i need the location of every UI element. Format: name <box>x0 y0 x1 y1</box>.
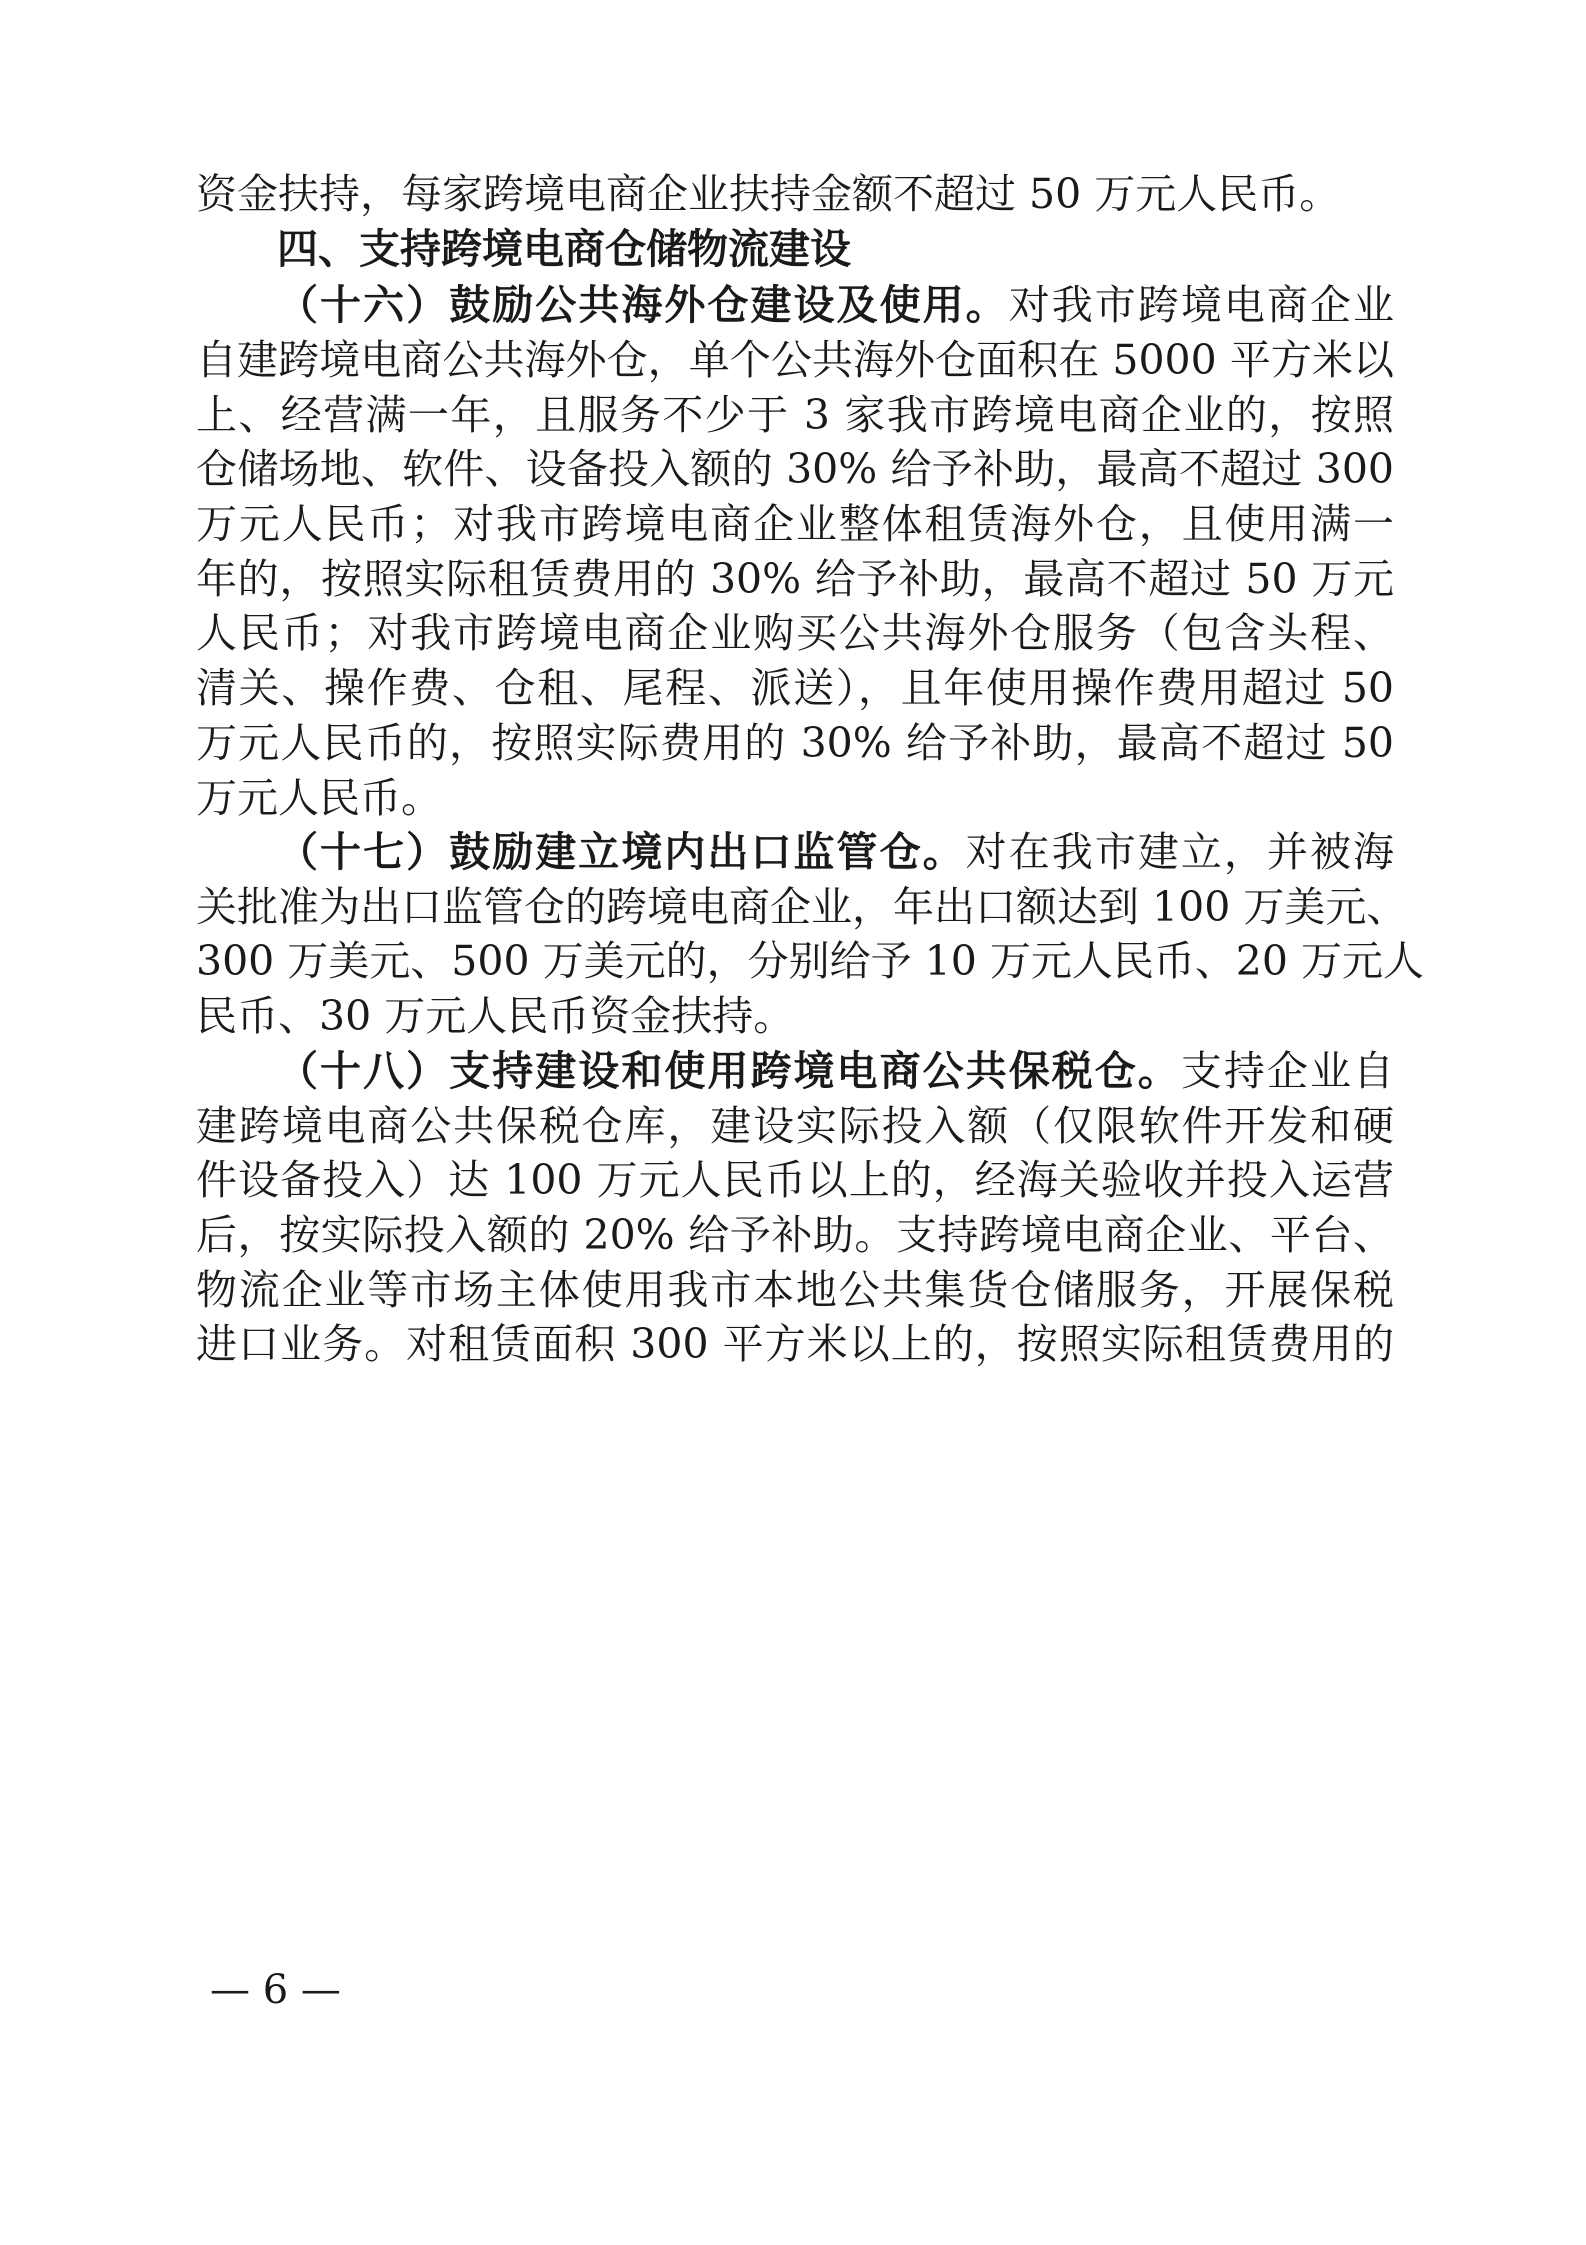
item-16-title: 鼓励公共海外仓建设及使用。 <box>449 281 1009 329</box>
paragraph-line: 人民币；对我市跨境电商企业购买公共海外仓服务（包含头程、 <box>196 609 1394 657</box>
paragraph-line: 民币、30 万元人民币资金扶持。 <box>196 992 795 1040</box>
item-17-lead: 对在我市建立，并被海 <box>965 828 1395 876</box>
item-18-first-line <box>277 1041 1394 1101</box>
paragraph-line: 建跨境电商公共保税仓库，建设实际投入额（仅限软件开发和硬 <box>196 1102 1394 1150</box>
item-17-first-line <box>277 822 1394 882</box>
paragraph-line: 件设备投入）达 100 万元人民币以上的，经海关验收并投入运营 <box>196 1156 1394 1204</box>
item-16-number: （十六） <box>277 281 450 329</box>
paragraph-line: 万元人民币的，按照实际费用的 30% 给予补助，最高不超过 50 <box>196 719 1394 767</box>
paragraph-line: 万元人民币；对我市跨境电商企业整体租赁海外仓，且使用满一 <box>196 500 1394 548</box>
paragraph-line: 资金扶持，每家跨境电商企业扶持金额不超过 50 万元人民币。 <box>196 170 1341 218</box>
paragraph-line: 清关、操作费、仓租、尾程、派送），且年使用操作费用超过 50 <box>196 664 1394 712</box>
paragraph-line: 关批准为出口监管仓的跨境电商企业，年出口额达到 100 万美元、 <box>196 883 1408 931</box>
paragraph-line: 物流企业等市场主体使用我市本地公共集货仓储服务，开展保税 <box>196 1266 1394 1314</box>
item-16-lead: 对我市跨境电商企业 <box>1008 281 1395 329</box>
paragraph-line: 万元人民币。 <box>196 774 442 822</box>
paragraph-line: 进口业务。对租赁面积 300 平方米以上的，按照实际租赁费用的 <box>196 1320 1394 1368</box>
section-heading: 四、支持跨境电商仓储物流建设 <box>277 225 851 273</box>
item-16-first-line <box>277 275 1394 335</box>
paragraph-line: 年的，按照实际租赁费用的 30% 给予补助，最高不超过 50 万元 <box>196 555 1394 603</box>
paragraph-line: 上、经营满一年，且服务不少于 3 家我市跨境电商企业的，按照 <box>196 391 1394 439</box>
item-18-title: 支持建设和使用跨境电商公共保税仓。 <box>449 1047 1181 1095</box>
page-number: — 6 — <box>210 1967 341 2013</box>
item-18-lead: 支持企业自 <box>1180 1047 1395 1095</box>
item-17-number: （十七） <box>277 828 450 876</box>
paragraph-line: 自建跨境电商公共海外仓，单个公共海外仓面积在 5000 平方米以 <box>196 336 1394 384</box>
item-18-number: （十八） <box>277 1047 450 1095</box>
paragraph-line: 后，按实际投入额的 20% 给予补助。支持跨境电商企业、平台、 <box>196 1211 1394 1259</box>
paragraph-line: 300 万美元、500 万美元的，分别给予 10 万元人民币、20 万元人 <box>196 937 1425 985</box>
paragraph-line: 仓储场地、软件、设备投入额的 30% 给予补助，最高不超过 300 <box>196 445 1394 493</box>
item-17-title: 鼓励建立境内出口监管仓。 <box>449 828 966 876</box>
